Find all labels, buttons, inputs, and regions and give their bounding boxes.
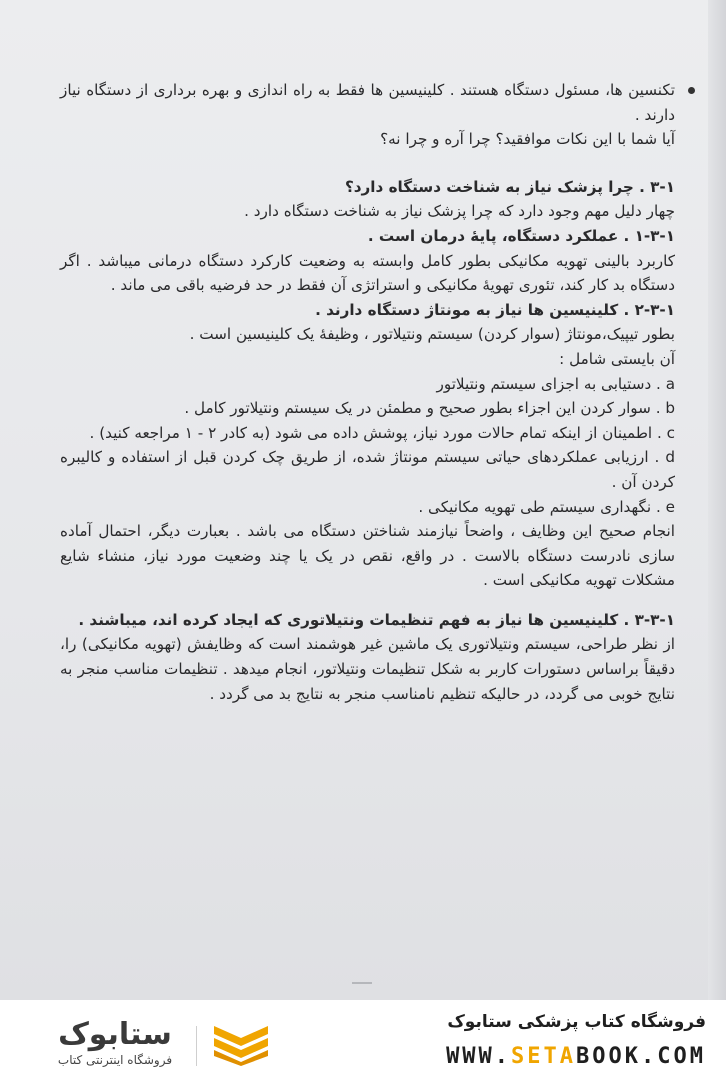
shop-url-link[interactable] [346, 1044, 706, 1069]
list-item-e: e . نگهداری سیستم طی تهویه مکانیکی . [418, 497, 675, 516]
list-item-b: b . سوار کردن این اجزاء بطور صحیح و مطمئن در یک سیستم ونتیلاتور کامل . [184, 399, 675, 418]
bullet-icon [688, 87, 695, 94]
section-text-1-3: چهار دلیل مهم وجود دارد که چرا پزشک نیاز به شناخت دستگاه دارد . [244, 202, 675, 221]
section-heading-1-3: ۳-۱ . چرا پزشک نیاز به شناخت دستگاه دارد؟ [344, 177, 675, 196]
list-item-d: d . ارزیابی عملکردهای حیاتی سیستم مونتاژ شده، از طریق چک کردن قبل از استفاده و کالیبره کردن آن . [60, 448, 675, 491]
logo-name: ستابوک [58, 1017, 172, 1052]
section-text-1-3-3: از نظر طراحی، سیستم ونتیلاتوری یک ماشین غیر هوشمند است که وظایفش (تهویه مکانیکی) را، دقیقاً براساس دستورات کاربر به شکل تنظیمات ونتیلاتور، انجام میدهد . تنظیمات مناسب منجر به نتایج خوبی می گردد، در حالیکه تنظیم نامناسب منجر به نتایج بد می گردد . [60, 635, 675, 703]
url-prefix: WWW. [446, 1044, 512, 1069]
spacer [60, 152, 675, 175]
book-stack-logo-icon [210, 1022, 272, 1066]
bullet-text: تکنسین ها، مسئول دستگاه هستند . کلینیسین ها فقط به راه اندازی و بهره برداری از دستگاه نیاز دارند . [60, 81, 675, 124]
section-heading-1-3-3: ۳-۳-۱ . کلینیسین ها نیاز به فهم تنظیمات ونتیلاتوری که ایجاد کرده اند، میباشند . [78, 610, 675, 629]
section-text-1-3-2b: آن بایستی شامل : [559, 349, 675, 368]
section-text-after-items: انجام صحیح این وظایف ، واضحاً نیازمند شناختن دستگاه می باشد . بعبارت دیگر، احتمال آماده سازی نادرست دستگاه بالاست . در واقع، نقص در یک یا چند وضعیت مورد نیاز، منشاء شایع مشکلات تهویه مکانیکی است . [60, 522, 675, 590]
shop-name: فروشگاه کتاب پزشکی ستابوک [447, 1012, 706, 1032]
page-edge [708, 0, 726, 1000]
spacer [60, 593, 675, 608]
page-number-mark [352, 982, 372, 998]
url-suffix: BOOK.COM [576, 1044, 706, 1069]
section-text-1-3-1: کاربرد بالینی تهویه مکانیکی بطور کامل وابسته به وضعیت کارکرد دستگاه درمانی میباشد . اگر دستگاه بد کار کند، تئوری تهویهٔ مکانیکی و استراتژی آن فقط در حد فرضیه باقی می ماند . [60, 251, 675, 295]
logo-subtitle: فروشگاه اینترنتی کتاب [57, 1053, 173, 1067]
list-item-a: a . دستیابی به اجزای سیستم ونتیلاتور [436, 374, 675, 393]
section-heading-1-3-1: ۱-۳-۱ . عملکرد دستگاه، پایهٔ درمان است . [367, 226, 675, 245]
logo-divider [196, 1026, 197, 1066]
store-logo-text[interactable] [30, 1018, 200, 1074]
section-text-1-3-2a: بطور تیپیک،مونتاژ (سوار کردن) سیستم ونتیلاتور ، وظیفهٔ یک کلینیسین است . [189, 325, 675, 344]
question-text: آیا شما با این نکات موافقید؟ چرا آره و چرا نه؟ [380, 130, 675, 149]
bullet-paragraph [60, 78, 675, 127]
page-content [60, 78, 675, 706]
list-item-c: c . اطمینان از اینکه تمام حالات مورد نیاز، پوشش داده می شود (به کادر ۲ - ۱ مراجعه کنید) . [89, 423, 675, 442]
url-accent: SETA [511, 1044, 577, 1069]
section-heading-1-3-2: ۲-۳-۱ . کلینیسین ها نیاز به مونتاژ دستگاه دارند . [315, 300, 675, 319]
